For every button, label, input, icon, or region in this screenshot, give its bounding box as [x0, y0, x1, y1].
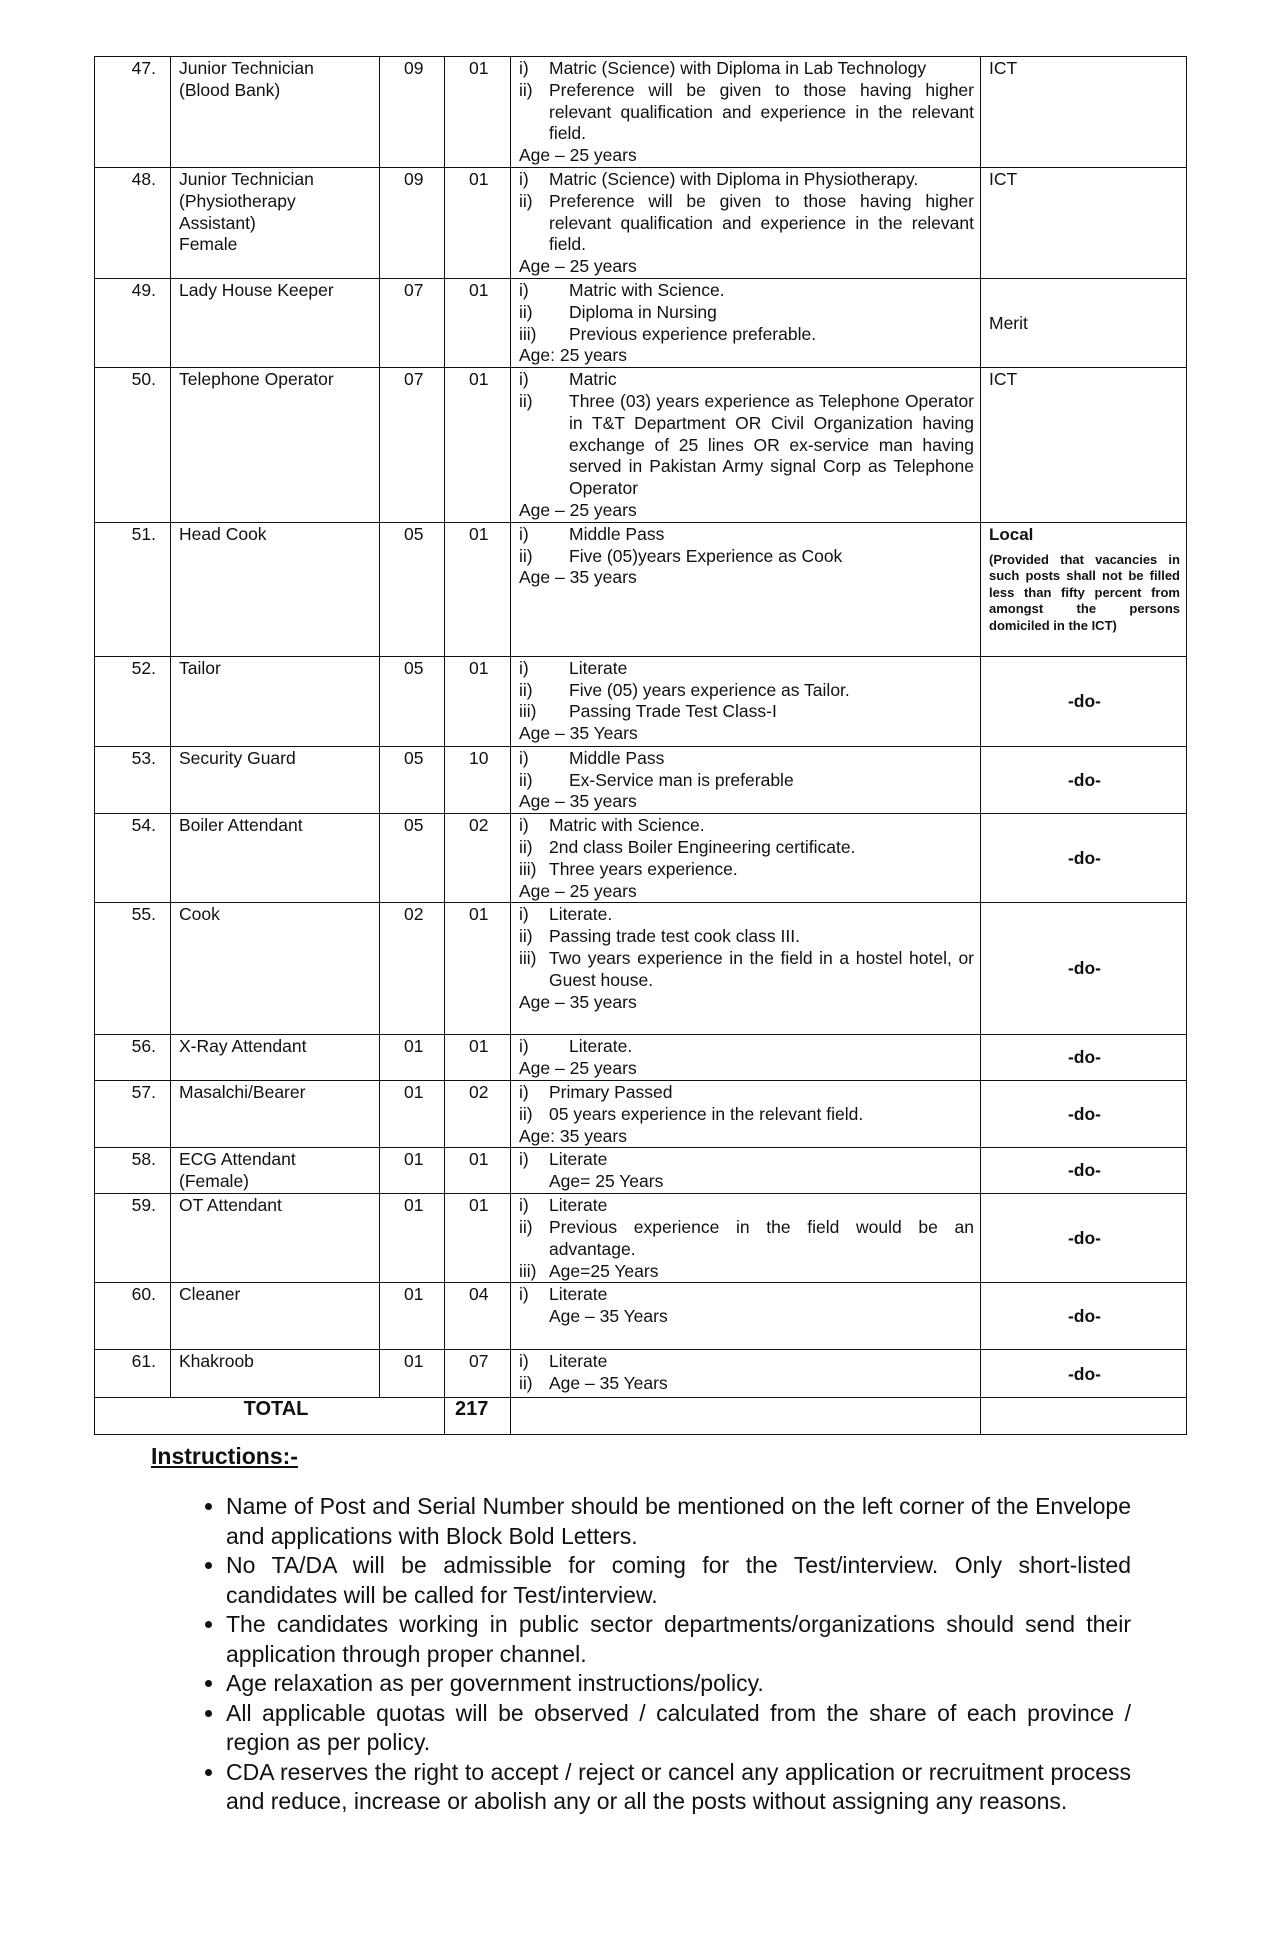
serial-number: 60.	[95, 1283, 171, 1350]
item-marker: ii)	[519, 79, 533, 100]
bps: 07	[380, 368, 445, 523]
remarks: ICT	[981, 167, 1187, 278]
post-name	[171, 57, 380, 168]
bps: 05	[380, 522, 445, 656]
qualification-item	[519, 1217, 974, 1261]
qualification	[511, 746, 981, 813]
post-name	[171, 278, 380, 367]
qualification-item	[519, 524, 974, 546]
item-marker: ii)	[519, 926, 533, 947]
remarks: -do-	[981, 1350, 1187, 1398]
qualification-item	[519, 1195, 974, 1217]
number-of-posts: 01	[445, 368, 511, 523]
qualification-item	[519, 169, 974, 191]
post-name	[171, 368, 380, 523]
item-text: Five (05)years Experience as Cook	[569, 545, 843, 566]
item-text: Age=25 Years	[549, 1260, 659, 1281]
serial-number: 56.	[95, 1035, 171, 1081]
bps: 01	[380, 1283, 445, 1350]
bps: 07	[380, 278, 445, 367]
item-marker: iii)	[519, 1260, 537, 1281]
bps: 01	[380, 1350, 445, 1398]
number-of-posts: 01	[445, 1035, 511, 1081]
post-name-line: Telephone Operator	[179, 369, 334, 390]
post-name-line: Security Guard	[179, 747, 296, 768]
age-limit: Age – 25 years	[519, 1058, 637, 1079]
age-limit: Age – 35 years	[519, 567, 637, 588]
age-limit: Age – 35 years	[519, 791, 637, 812]
qualification	[511, 278, 981, 367]
bps: 02	[380, 903, 445, 1035]
serial-number: 61.	[95, 1350, 171, 1398]
item-marker: i)	[519, 1081, 529, 1102]
item-text: Literate	[549, 1195, 608, 1216]
instructions-list	[151, 1492, 1131, 1817]
item-text: Three (03) years experience as Telephone Operator in T&T Department OR Civil Organization having exchange of 25 lines OR ex-service man having served in Pakistan Army signal Corp as Telephone Operator	[569, 390, 974, 499]
item-text: Literate.	[549, 904, 613, 925]
post-name-line: (Female)	[179, 1171, 250, 1192]
remarks: -do-	[981, 656, 1187, 746]
qualification-item	[519, 815, 974, 837]
number-of-posts: 01	[445, 57, 511, 168]
number-of-posts: 01	[445, 167, 511, 278]
remarks: -do-	[981, 1035, 1187, 1081]
empty-cell	[981, 1398, 1187, 1435]
item-text: Literate.	[569, 1036, 633, 1057]
serial-number: 51.	[95, 522, 171, 656]
qualification	[511, 814, 981, 903]
qualification-item	[519, 1284, 974, 1306]
number-of-posts: 07	[445, 1350, 511, 1398]
item-text: Preference will be given to those having higher relevant qualification and experience in the relevant field.	[549, 190, 974, 255]
item-marker: iii)	[519, 858, 537, 879]
item-text: Ex-Service man is preferable	[569, 769, 794, 790]
item-text: Literate	[549, 1149, 608, 1170]
post-name-line: OT Attendant	[179, 1195, 282, 1216]
posts-table	[94, 56, 1187, 1435]
item-marker: i)	[519, 523, 529, 544]
serial-number: 53.	[95, 746, 171, 813]
table-row	[95, 1350, 1187, 1398]
post-name-line: (Blood Bank)	[179, 79, 281, 100]
item-marker: iii)	[519, 323, 537, 344]
number-of-posts: 01	[445, 656, 511, 746]
age-limit: Age – 25 years	[519, 880, 637, 901]
table-row	[95, 57, 1187, 168]
bps: 01	[380, 1194, 445, 1283]
remarks: Merit	[981, 278, 1187, 367]
post-name-line: X-Ray Attendant	[179, 1036, 307, 1057]
qualification-item	[519, 1306, 974, 1328]
post-name	[171, 1194, 380, 1283]
post-name-line: Lady House Keeper	[179, 279, 334, 300]
item-text: Matric with Science.	[549, 815, 705, 836]
item-text: Passing Trade Test Class-I	[569, 701, 777, 722]
qualification-item	[519, 80, 974, 145]
table-row	[95, 1035, 1187, 1081]
item-marker: ii)	[519, 190, 533, 211]
item-text: Preference will be given to those having higher relevant qualification and experience in the relevant field.	[549, 79, 974, 144]
qualification-item	[519, 1373, 974, 1395]
item-text: Five (05) years experience as Tailor.	[569, 679, 850, 700]
post-name	[171, 746, 380, 813]
remarks: -do-	[981, 1080, 1187, 1147]
item-marker: i)	[519, 369, 529, 390]
item-text: Matric with Science.	[569, 279, 725, 300]
empty-cell	[511, 1398, 981, 1435]
post-name	[171, 1350, 380, 1398]
item-text: Previous experience preferable.	[569, 323, 817, 344]
table-row	[95, 656, 1187, 746]
qualification-item	[519, 1171, 974, 1193]
qualification-item	[519, 391, 974, 500]
item-marker: ii)	[519, 301, 533, 322]
number-of-posts: 01	[445, 1194, 511, 1283]
qualification-item	[519, 1351, 974, 1373]
empty-cell	[380, 1398, 445, 1435]
post-name-line: ECG Attendant	[179, 1149, 296, 1170]
qualification	[511, 1283, 981, 1350]
post-name-line: Junior Technician	[179, 168, 314, 189]
number-of-posts: 04	[445, 1283, 511, 1350]
item-text: Matric (Science) with Diploma in Lab Technology	[549, 58, 927, 78]
age-limit: Age: 25 years	[519, 345, 627, 366]
item-marker: ii)	[519, 1373, 533, 1394]
serial-number: 52.	[95, 656, 171, 746]
table-row	[95, 1148, 1187, 1194]
number-of-posts: 02	[445, 1080, 511, 1147]
item-marker	[519, 1171, 549, 1193]
instruction-item: • No TA/DA will be admissible for coming for the Test/interview. Only short-listed candidates will be called for Test/interview.	[226, 1551, 1131, 1610]
qualification-item	[519, 837, 974, 859]
item-text: Literate	[549, 1351, 608, 1372]
post-name-line: Female	[179, 234, 238, 255]
qualification-item	[519, 302, 974, 324]
qualification-item	[519, 58, 974, 80]
instruction-item: • Name of Post and Serial Number should be mentioned on the left corner of the Envelope and applications with Block Bold Letters.	[226, 1492, 1131, 1551]
serial-number: 48.	[95, 167, 171, 278]
bps: 01	[380, 1148, 445, 1194]
remarks: -do-	[981, 1283, 1187, 1350]
item-marker: iii)	[519, 701, 537, 722]
item-marker: i)	[519, 657, 529, 678]
remarks: -do-	[981, 1148, 1187, 1194]
bps: 05	[380, 656, 445, 746]
item-text: Matric	[569, 369, 617, 390]
item-text: Age= 25 Years	[549, 1171, 664, 1192]
post-name	[171, 656, 380, 746]
post-name-line: Junior Technician	[179, 58, 314, 78]
bps: 09	[380, 57, 445, 168]
total-label: TOTAL	[171, 1398, 380, 1435]
qualification-item	[519, 191, 974, 256]
item-marker: i)	[519, 1351, 529, 1372]
qualification-item	[519, 1261, 974, 1283]
age-limit: Age – 35 years	[519, 991, 637, 1012]
qualification-item	[519, 926, 974, 948]
serial-number: 49.	[95, 278, 171, 367]
qualification	[511, 522, 981, 656]
qualification	[511, 1194, 981, 1283]
remarks-label: Local	[989, 524, 1034, 544]
item-text: Middle Pass	[569, 523, 665, 544]
post-name-line: Boiler Attendant	[179, 815, 303, 836]
item-marker: ii)	[519, 836, 533, 857]
post-name-line: (Physiotherapy	[179, 190, 296, 211]
item-text: Previous experience in the field would be an advantage.	[549, 1217, 974, 1259]
serial-number: 57.	[95, 1080, 171, 1147]
item-marker: ii)	[519, 390, 533, 411]
table-row	[95, 278, 1187, 367]
age-limit: Age: 35 years	[519, 1125, 627, 1146]
qualification-item	[519, 324, 974, 346]
qualification-item	[519, 546, 974, 568]
qualification	[511, 1080, 981, 1147]
table-row	[95, 1080, 1187, 1147]
item-marker: ii)	[519, 545, 533, 566]
item-marker: i)	[519, 815, 529, 836]
remarks: ICT	[981, 368, 1187, 523]
qualification	[511, 1148, 981, 1194]
item-marker: i)	[519, 904, 529, 925]
qualification-item	[519, 748, 974, 770]
empty-cell	[95, 1398, 171, 1435]
remarks: -do-	[981, 814, 1187, 903]
table-row	[95, 1194, 1187, 1283]
item-text: 05 years experience in the relevant field.	[549, 1103, 864, 1124]
table-row	[95, 167, 1187, 278]
item-text: 2nd class Boiler Engineering certificate.	[549, 836, 856, 857]
post-name-line: Khakroob	[179, 1351, 254, 1372]
serial-number: 55.	[95, 903, 171, 1035]
number-of-posts: 01	[445, 278, 511, 367]
instruction-item: • CDA reserves the right to accept / reject or cancel any application or recruitment process and reduce, increase or abolish any or all the posts without assigning any reasons.	[226, 1758, 1131, 1817]
qualification-item	[519, 680, 974, 702]
item-marker: i)	[519, 279, 529, 300]
instruction-item: • Age relaxation as per government instructions/policy.	[226, 1669, 1131, 1699]
serial-number: 54.	[95, 814, 171, 903]
qualification-item	[519, 770, 974, 792]
qualification-item	[519, 859, 974, 881]
item-marker: i)	[519, 1036, 529, 1057]
item-text: Age – 35 Years	[549, 1373, 668, 1394]
post-name-line: Cook	[179, 904, 220, 925]
bps: 01	[380, 1080, 445, 1147]
item-text: Two years experience in the field in a hostel hotel, or Guest house.	[549, 947, 974, 990]
item-marker: ii)	[519, 769, 533, 790]
number-of-posts: 10	[445, 746, 511, 813]
post-name	[171, 1283, 380, 1350]
post-name-line: Head Cook	[179, 523, 267, 544]
item-marker: i)	[519, 1284, 529, 1305]
qualification	[511, 368, 981, 523]
age-limit: Age – 35 Years	[519, 723, 638, 744]
serial-number: 50.	[95, 368, 171, 523]
post-name	[171, 1035, 380, 1081]
age-limit: Age – 25 years	[519, 145, 637, 166]
remarks: ICT	[981, 57, 1187, 168]
item-marker: i)	[519, 1195, 529, 1216]
qualification-item	[519, 701, 974, 723]
bps: 05	[380, 814, 445, 903]
post-name	[171, 167, 380, 278]
post-name	[171, 1148, 380, 1194]
item-text: Literate	[549, 1284, 608, 1305]
item-text: Diploma in Nursing	[569, 301, 717, 322]
instruction-item: • All applicable quotas will be observed / calculated from the share of each province / region as per policy.	[226, 1699, 1131, 1758]
qualification-item	[519, 1082, 974, 1104]
instruction-item: • The candidates working in public sector departments/organizations should send their application through proper channel.	[226, 1610, 1131, 1669]
item-text: Primary Passed	[549, 1081, 673, 1102]
remarks: -do-	[981, 1194, 1187, 1283]
qualification	[511, 57, 981, 168]
post-name-line: Masalchi/Bearer	[179, 1081, 306, 1102]
qualification-item	[519, 1104, 974, 1126]
bps: 01	[380, 1035, 445, 1081]
item-marker: ii)	[519, 679, 533, 700]
qualification-item	[519, 1149, 974, 1171]
post-name	[171, 814, 380, 903]
item-text: Literate	[569, 657, 628, 678]
table-row	[95, 368, 1187, 523]
post-name	[171, 903, 380, 1035]
item-marker: ii)	[519, 1103, 533, 1124]
qualification	[511, 903, 981, 1035]
table-row	[95, 814, 1187, 903]
item-text: Age – 35 Years	[549, 1306, 668, 1327]
serial-number: 47.	[95, 57, 171, 168]
remarks: -do-	[981, 903, 1187, 1035]
table-row	[95, 903, 1187, 1035]
item-marker: iii)	[519, 947, 537, 968]
item-marker	[519, 1306, 549, 1328]
age-limit: Age – 25 years	[519, 256, 637, 277]
serial-number: 58.	[95, 1148, 171, 1194]
post-name	[171, 1080, 380, 1147]
post-name-line: Tailor	[179, 657, 221, 678]
table-row	[95, 746, 1187, 813]
number-of-posts: 01	[445, 522, 511, 656]
post-name-line: Assistant)	[179, 212, 256, 233]
item-marker: i)	[519, 168, 529, 189]
remarks: -do-	[981, 746, 1187, 813]
number-of-posts: 01	[445, 1148, 511, 1194]
remarks-note: (Provided that vacancies in such posts shall not be filled less than fifty percent from amongst the persons domiciled in the ICT)	[989, 551, 1180, 633]
age-limit: Age – 25 years	[519, 499, 637, 520]
qualification-item	[519, 369, 974, 391]
qualification	[511, 656, 981, 746]
item-marker: i)	[519, 58, 529, 78]
table-row	[95, 522, 1187, 656]
item-text: Middle Pass	[569, 747, 665, 768]
instructions-title: Instructions:-	[151, 1443, 298, 1469]
qualification-item	[519, 1036, 974, 1058]
qualification-item	[519, 658, 974, 680]
number-of-posts: 01	[445, 903, 511, 1035]
item-marker: i)	[519, 747, 529, 768]
item-text: Three years experience.	[549, 858, 738, 879]
total-row	[95, 1398, 1187, 1435]
post-name-line: Cleaner	[179, 1284, 241, 1305]
qualification-item	[519, 904, 974, 926]
bps: 05	[380, 746, 445, 813]
qualification	[511, 167, 981, 278]
item-text: Matric (Science) with Diploma in Physiotherapy.	[549, 168, 919, 189]
number-of-posts: 02	[445, 814, 511, 903]
item-text: Passing trade test cook class III.	[549, 926, 800, 947]
instructions-section	[151, 1443, 1131, 1817]
bps: 09	[380, 167, 445, 278]
qualification	[511, 1350, 981, 1398]
item-marker: i)	[519, 1149, 529, 1170]
remarks	[981, 522, 1187, 656]
table-row	[95, 1283, 1187, 1350]
serial-number: 59.	[95, 1194, 171, 1283]
post-name	[171, 522, 380, 656]
total-value: 217	[445, 1398, 511, 1435]
item-marker: ii)	[519, 1217, 533, 1238]
qualification-item	[519, 948, 974, 992]
qualification-item	[519, 280, 974, 302]
qualification	[511, 1035, 981, 1081]
